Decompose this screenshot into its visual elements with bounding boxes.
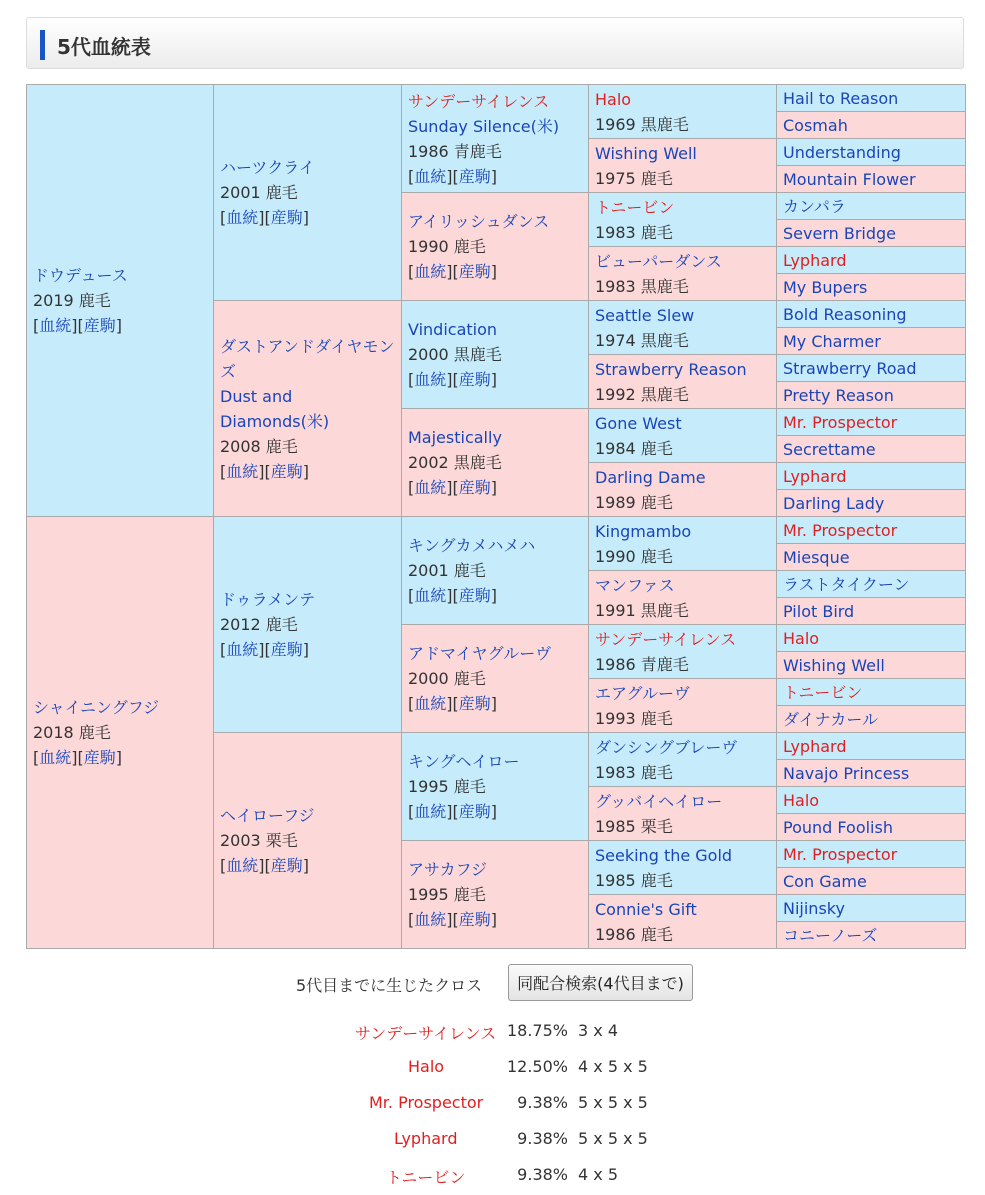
horse-cell-gen5 — [777, 544, 966, 571]
horse-cell-gen5 — [777, 625, 966, 652]
horse-cell-gen4 — [589, 85, 777, 139]
horse-cell-gen4 — [589, 733, 777, 787]
offspring-link[interactable]: 産駒 — [270, 856, 303, 875]
horse-name-link[interactable]: サンデーサイレンス — [408, 91, 550, 111]
horse-name-link[interactable]: Seattle Slew — [595, 305, 695, 325]
horse-cell-gen4 — [589, 301, 777, 355]
horse-name-link[interactable]: Pound Foolish — [783, 817, 893, 837]
cross-header — [0, 963, 985, 1003]
offspring-link[interactable]: 産駒 — [458, 262, 491, 281]
cross-percent: 12.50% — [506, 1057, 568, 1076]
horse-cell-gen5 — [777, 868, 966, 895]
horse-name-link[interactable]: ダストアンドダイヤモンズ — [220, 336, 395, 381]
horse-cell-gen5 — [777, 598, 966, 625]
horse-cell-gen5 — [777, 382, 966, 409]
horse-cell-gen5 — [777, 706, 966, 733]
offspring-link[interactable]: 産駒 — [270, 640, 303, 659]
horse-cell-gen5 — [777, 166, 966, 193]
cross-percent: 9.38% — [517, 1165, 568, 1184]
horse-meta: 1995 鹿毛 — [408, 885, 486, 904]
bloodline-link[interactable]: 血統 — [414, 910, 447, 929]
pedigree-row — [27, 517, 966, 544]
horse-name-link[interactable]: Vindication — [408, 320, 498, 339]
bloodline-link[interactable]: 血統 — [414, 802, 447, 821]
pedigree-table — [26, 84, 966, 949]
horse-meta: 2000 鹿毛 — [408, 669, 486, 688]
horse-cell-gen5 — [777, 787, 966, 814]
horse-name-link[interactable]: Darling Lady — [783, 493, 885, 513]
horse-links: [血統][産駒] — [220, 856, 310, 875]
cross-horse-name: Halo — [408, 1057, 445, 1076]
horse-meta: 2018 鹿毛 — [33, 723, 111, 742]
horse-meta: 1991 黒鹿毛 — [595, 600, 689, 620]
horse-cell-gen3 — [402, 85, 589, 193]
horse-name-link[interactable]: ドゥラメンテ — [220, 590, 316, 609]
horse-meta: 1969 黒鹿毛 — [595, 114, 689, 134]
horse-cell-gen1 — [27, 517, 214, 949]
horse-cell-gen5 — [777, 220, 966, 247]
horse-cell-gen3 — [402, 733, 589, 841]
horse-name-link[interactable]: ヘイローフジ — [220, 806, 315, 825]
offspring-link[interactable]: 産駒 — [270, 461, 303, 481]
cross-pattern: 4 x 5 x 5 — [578, 1057, 648, 1076]
horse-cell-gen4 — [589, 571, 777, 625]
section-header — [26, 17, 964, 69]
horse-cell-gen5 — [777, 139, 966, 166]
horse-cell-gen5 — [777, 436, 966, 463]
offspring-link[interactable]: 産駒 — [83, 316, 116, 335]
offspring-link[interactable]: 産駒 — [458, 910, 491, 929]
horse-name-link[interactable]: Gone West — [595, 413, 682, 433]
horse-name-link[interactable]: トニービン — [783, 682, 863, 702]
horse-name-link[interactable]: Navajo Princess — [783, 763, 910, 783]
offspring-link[interactable]: 産駒 — [458, 370, 491, 389]
horse-links: [血統][産駒] — [33, 748, 123, 767]
bloodline-link[interactable]: 血統 — [226, 461, 259, 481]
cross-percent: 18.75% — [506, 1021, 568, 1040]
horse-links: [血統][産駒] — [220, 461, 310, 481]
cross-pattern: 5 x 5 x 5 — [578, 1093, 648, 1112]
bloodline-link[interactable]: 血統 — [39, 316, 72, 335]
header-accent-bar — [40, 30, 45, 60]
horse-cell-gen2 — [214, 517, 402, 733]
horse-cell-gen5 — [777, 355, 966, 382]
horse-name-link[interactable]: グッバイヘイロー — [595, 791, 723, 811]
horse-name-link[interactable]: Halo — [783, 628, 820, 648]
horse-name-link[interactable]: Lyphard — [783, 736, 847, 756]
horse-name-link[interactable]: Halo — [783, 790, 820, 810]
horse-cell-gen4 — [589, 193, 777, 247]
horse-name-link[interactable]: Pilot Bird — [783, 601, 855, 621]
horse-meta: 2019 鹿毛 — [33, 291, 111, 310]
horse-name-link[interactable]: Darling Dame — [595, 467, 706, 487]
offspring-link[interactable]: 産駒 — [458, 166, 491, 186]
horse-links: [血統][産駒] — [408, 478, 498, 497]
offspring-link[interactable]: 産駒 — [458, 802, 491, 821]
bloodline-link[interactable]: 血統 — [39, 748, 72, 767]
horse-meta: 2008 鹿毛 — [220, 436, 298, 456]
cross-horse-name: トニービン — [386, 1168, 466, 1187]
horse-links: [血統][産駒] — [408, 262, 498, 281]
horse-cell-gen3 — [402, 517, 589, 625]
horse-links: [血統][産駒] — [33, 316, 123, 335]
horse-name-link[interactable]: アイリッシュダンス — [408, 212, 550, 231]
horse-cell-gen3 — [402, 841, 589, 949]
horse-cell-gen5 — [777, 814, 966, 841]
horse-cell-gen4 — [589, 679, 777, 733]
horse-cell-gen4 — [589, 355, 777, 409]
horse-cell-gen5 — [777, 517, 966, 544]
horse-cell-gen5 — [777, 274, 966, 301]
horse-name-link[interactable]: カンパラ — [783, 196, 846, 216]
horse-name-link[interactable]: エアグルーヴ — [595, 683, 691, 703]
horse-name-link[interactable]: Cosmah — [783, 115, 848, 135]
horse-meta: 2002 黒鹿毛 — [408, 453, 502, 472]
horse-name-link[interactable]: Connie's Gift — [595, 899, 697, 919]
horse-cell-gen5 — [777, 922, 966, 949]
offspring-link[interactable]: 産駒 — [458, 586, 491, 605]
horse-meta: 1985 栗毛 — [595, 816, 673, 836]
horse-alt-name-link[interactable]: Sunday Silence(米) — [408, 116, 560, 136]
horse-cell-gen3 — [402, 193, 589, 301]
horse-cell-gen5 — [777, 301, 966, 328]
bloodline-link[interactable]: 血統 — [414, 478, 447, 497]
horse-cell-gen5 — [777, 247, 966, 274]
horse-cell-gen4 — [589, 517, 777, 571]
horse-links: [血統][産駒] — [408, 802, 498, 821]
horse-cell-gen5 — [777, 652, 966, 679]
cross-percent: 9.38% — [517, 1093, 568, 1112]
horse-name-link[interactable]: Wishing Well — [783, 655, 885, 675]
horse-name-link[interactable]: ラストタイクーン — [783, 574, 910, 594]
cross-row — [0, 1021, 985, 1045]
horse-cell-gen5 — [777, 841, 966, 868]
horse-name-link[interactable]: キングヘイロー — [408, 752, 520, 771]
horse-meta: 1995 鹿毛 — [408, 777, 486, 796]
horse-cell-gen5 — [777, 679, 966, 706]
cross-horse-name: Lyphard — [394, 1129, 458, 1148]
horse-cell-gen4 — [589, 841, 777, 895]
bloodline-link[interactable]: 血統 — [414, 694, 447, 713]
horse-cell-gen2 — [214, 85, 402, 301]
horse-name-link[interactable]: Severn Bridge — [783, 223, 896, 243]
horse-name-link[interactable]: Miesque — [783, 547, 850, 567]
cross-row — [0, 1057, 985, 1081]
horse-cell-gen5 — [777, 571, 966, 598]
horse-cell-gen4 — [589, 463, 777, 517]
horse-meta: 2001 鹿毛 — [408, 561, 486, 580]
horse-meta: 2001 鹿毛 — [220, 183, 298, 202]
horse-meta: 1983 黒鹿毛 — [595, 276, 689, 296]
cross-row — [0, 1129, 985, 1153]
horse-cell-gen2 — [214, 301, 402, 517]
horse-name-link[interactable]: My Bupers — [783, 277, 868, 297]
horse-meta: 1983 鹿毛 — [595, 762, 673, 782]
horse-meta: 1985 鹿毛 — [595, 870, 673, 890]
horse-links: [血統][産駒] — [408, 910, 498, 929]
horse-name-link[interactable]: Lyphard — [783, 466, 847, 486]
cross-percent: 9.38% — [517, 1129, 568, 1148]
horse-links: [血統][産駒] — [408, 586, 498, 605]
bloodline-link[interactable]: 血統 — [414, 166, 447, 186]
horse-name-link[interactable]: シャイニングフジ — [33, 698, 160, 717]
horse-name-link[interactable]: サンデーサイレンス — [595, 629, 737, 649]
horse-links: [血統][産駒] — [408, 166, 498, 186]
cross-pattern: 5 x 5 x 5 — [578, 1129, 648, 1148]
horse-cell-gen4 — [589, 409, 777, 463]
horse-meta: 2000 黒鹿毛 — [408, 345, 502, 364]
same-mating-search-button[interactable]: 同配合検索(4代目まで) — [508, 964, 693, 1001]
horse-name-link[interactable]: Mr. Prospector — [783, 520, 898, 540]
bloodline-link[interactable]: 血統 — [226, 208, 259, 227]
horse-cell-gen4 — [589, 625, 777, 679]
horse-name-link[interactable]: マンファス — [595, 575, 675, 595]
horse-name-link[interactable]: Hail to Reason — [783, 88, 899, 108]
horse-name-link[interactable]: ドウデュース — [33, 266, 128, 285]
horse-name-link[interactable]: ビューパーダンス — [595, 251, 722, 271]
horse-name-link[interactable]: Wishing Well — [595, 143, 697, 163]
horse-cell-gen5 — [777, 193, 966, 220]
offspring-link[interactable]: 産駒 — [458, 694, 491, 713]
bloodline-link[interactable]: 血統 — [414, 370, 447, 389]
offspring-link[interactable]: 産駒 — [458, 478, 491, 497]
horse-meta: 1975 鹿毛 — [595, 168, 673, 188]
horse-cell-gen4 — [589, 139, 777, 193]
horse-cell-gen5 — [777, 85, 966, 112]
horse-meta: 1974 黒鹿毛 — [595, 330, 689, 350]
horse-links: [血統][産駒] — [220, 640, 310, 659]
offspring-link[interactable]: 産駒 — [83, 748, 116, 767]
horse-name-link[interactable]: Strawberry Road — [783, 358, 917, 378]
horse-name-link[interactable]: Pretty Reason — [783, 385, 894, 405]
horse-cell-gen3 — [402, 409, 589, 517]
horse-cell-gen3 — [402, 625, 589, 733]
horse-links: [血統][産駒] — [408, 370, 498, 389]
horse-meta: 1989 鹿毛 — [595, 492, 673, 512]
horse-cell-gen4 — [589, 895, 777, 949]
horse-name-link[interactable]: Secrettame — [783, 439, 876, 459]
horse-name-link[interactable]: My Charmer — [783, 331, 881, 351]
horse-name-link[interactable]: アサカフジ — [408, 860, 488, 879]
horse-name-link[interactable]: Mr. Prospector — [783, 412, 898, 432]
horse-name-link[interactable]: Con Game — [783, 871, 867, 891]
horse-cell-gen4 — [589, 787, 777, 841]
horse-cell-gen5 — [777, 112, 966, 139]
horse-cell-gen5 — [777, 760, 966, 787]
pedigree-row — [27, 85, 966, 112]
horse-cell-gen5 — [777, 409, 966, 436]
horse-name-link[interactable]: ダンシングブレーヴ — [595, 737, 738, 757]
section-title: 5代血統表 — [57, 35, 151, 59]
horse-meta: 1992 黒鹿毛 — [595, 384, 689, 404]
offspring-link[interactable]: 産駒 — [270, 208, 303, 227]
horse-cell-gen1 — [27, 85, 214, 517]
cross-row — [0, 1165, 985, 1189]
horse-name-link[interactable]: Halo — [595, 89, 632, 109]
horse-name-link[interactable]: Mountain Flower — [783, 169, 916, 189]
horse-name-link[interactable]: キングカメハメハ — [408, 536, 536, 555]
horse-cell-gen2 — [214, 733, 402, 949]
horse-name-link[interactable]: Strawberry Reason — [595, 359, 747, 379]
horse-links: [血統][産駒] — [220, 208, 310, 227]
horse-meta: 2003 栗毛 — [220, 831, 298, 850]
horse-cell-gen5 — [777, 463, 966, 490]
cross-horse-name: Mr. Prospector — [369, 1093, 484, 1112]
bloodline-link[interactable]: 血統 — [226, 856, 259, 875]
horse-name-link[interactable]: Nijinsky — [783, 898, 845, 918]
horse-name-link[interactable]: アドマイヤグルーヴ — [408, 644, 552, 663]
horse-cell-gen5 — [777, 328, 966, 355]
horse-name-link[interactable]: Seeking the Gold — [595, 845, 733, 865]
horse-meta: 1990 鹿毛 — [408, 237, 486, 256]
horse-meta: 1986 青鹿毛 — [595, 654, 689, 674]
horse-name-link[interactable]: コニーノーズ — [783, 925, 878, 945]
horse-cell-gen5 — [777, 490, 966, 517]
bloodline-link[interactable]: 血統 — [414, 262, 447, 281]
horse-name-link[interactable]: Mr. Prospector — [783, 844, 898, 864]
cross-horse-name: サンデーサイレンス — [355, 1024, 497, 1043]
horse-name-link[interactable]: Kingmambo — [595, 521, 692, 541]
horse-name-link[interactable]: トニービン — [595, 197, 675, 217]
horse-cell-gen3 — [402, 301, 589, 409]
horse-meta: 2012 鹿毛 — [220, 615, 298, 634]
horse-cell-gen4 — [589, 247, 777, 301]
cross-row — [0, 1093, 985, 1117]
horse-name-link[interactable]: ダイナカール — [783, 709, 879, 729]
horse-meta: 1986 青鹿毛 — [408, 141, 502, 161]
horse-cell-gen5 — [777, 733, 966, 760]
horse-cell-gen5 — [777, 895, 966, 922]
horse-meta: 1983 鹿毛 — [595, 222, 673, 242]
horse-name-link[interactable]: ハーツクライ — [220, 158, 315, 177]
bloodline-link[interactable]: 血統 — [414, 586, 447, 605]
horse-name-link[interactable]: Bold Reasoning — [783, 304, 907, 324]
horse-name-link[interactable]: Understanding — [783, 142, 901, 162]
horse-name-link[interactable]: Majestically — [408, 428, 502, 447]
horse-alt-name-link[interactable]: Dust and Diamonds(米) — [220, 386, 330, 431]
horse-meta: 1990 鹿毛 — [595, 546, 673, 566]
horse-meta: 1993 鹿毛 — [595, 708, 673, 728]
horse-name-link[interactable]: Lyphard — [783, 250, 847, 270]
horse-links: [血統][産駒] — [408, 694, 498, 713]
horse-meta: 1984 鹿毛 — [595, 438, 673, 458]
cross-label: 5代目までに生じたクロス — [296, 976, 483, 995]
horse-meta: 1986 鹿毛 — [595, 924, 673, 944]
cross-pattern: 4 x 5 — [578, 1165, 618, 1184]
cross-pattern: 3 x 4 — [578, 1021, 618, 1040]
bloodline-link[interactable]: 血統 — [226, 640, 259, 659]
